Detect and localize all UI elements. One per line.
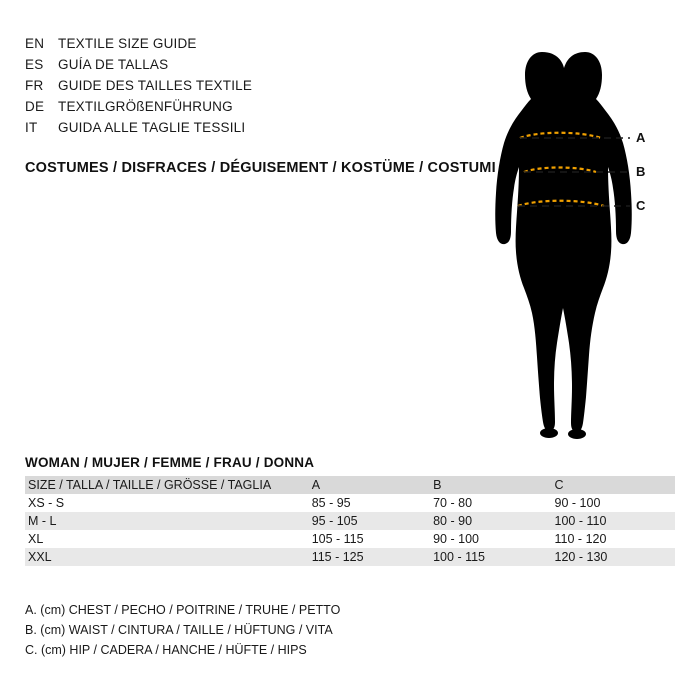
cell-b: 70 - 80 <box>433 496 473 510</box>
cell-size: M - L <box>28 514 57 528</box>
cell-c: 100 - 110 <box>554 514 607 528</box>
language-code-es: ES <box>25 57 44 72</box>
cell-b: 80 - 90 <box>433 514 473 528</box>
cell-c: 110 - 120 <box>554 532 607 546</box>
cell-size: XL <box>28 532 44 546</box>
note-chest: A. (cm) CHEST / PECHO / POITRINE / TRUHE / PETTO <box>25 603 341 617</box>
language-text-es: GUÍA DE TALLAS <box>58 57 169 72</box>
cell-a: 115 - 125 <box>311 550 364 564</box>
measurement-notes <box>25 600 340 660</box>
size-table-section <box>25 455 675 566</box>
language-row-fr <box>25 78 465 99</box>
size-table <box>25 476 675 566</box>
language-code-en: EN <box>25 36 45 51</box>
female-silhouette-figure <box>470 30 670 440</box>
silhouette-icon <box>470 30 670 440</box>
language-row-de <box>25 99 465 120</box>
measure-label-c: C <box>636 198 646 213</box>
cell-a: 95 - 105 <box>311 514 358 528</box>
table-group-title: WOMAN / MUJER / FEMME / FRAU / DONNA <box>25 455 315 470</box>
language-row-es <box>25 57 465 78</box>
column-header-b: B <box>433 478 442 492</box>
language-text-fr: GUIDE DES TAILLES TEXTILE <box>58 78 253 93</box>
measure-label-a: A <box>636 130 646 145</box>
cell-b: 100 - 115 <box>433 550 486 564</box>
cell-size: XS - S <box>28 496 65 510</box>
language-code-it: IT <box>25 120 38 135</box>
cell-c: 90 - 100 <box>554 496 601 510</box>
cell-c: 120 - 130 <box>554 550 608 564</box>
cell-a: 85 - 95 <box>311 496 351 510</box>
table-row <box>25 494 675 512</box>
language-text-en: TEXTILE SIZE GUIDE <box>58 36 197 51</box>
table-header-row <box>25 476 675 494</box>
table-row <box>25 530 675 548</box>
measure-label-b: B <box>636 164 646 179</box>
language-code-de: DE <box>25 99 45 114</box>
cell-size: XXL <box>28 550 52 564</box>
table-row <box>25 512 675 530</box>
cell-b: 90 - 100 <box>433 532 479 546</box>
category-line: COSTUMES / DISFRACES / DÉGUISEMENT / KOSTÜME / COSTUMI <box>25 160 496 176</box>
language-text-de: TEXTILGRÖßENFÜHRUNG <box>58 99 233 114</box>
language-text-it: GUIDA ALLE TAGLIE TESSILI <box>58 120 246 135</box>
column-header-c: C <box>554 478 564 492</box>
note-hip: C. (cm) HIP / CADERA / HANCHE / HÜFTE / HIPS <box>25 643 307 657</box>
column-header-size: SIZE / TALLA / TAILLE / GRÖSSE / TAGLIA <box>28 478 272 492</box>
note-waist: B. (cm) WAIST / CINTURA / TAILLE / HÜFTUNG / VITA <box>25 623 333 637</box>
cell-a: 105 - 115 <box>311 532 364 546</box>
language-list <box>25 36 465 141</box>
language-code-fr: FR <box>25 78 44 93</box>
language-row-en <box>25 36 465 57</box>
table-row <box>25 548 675 566</box>
language-row-it <box>25 120 465 141</box>
column-header-a: A <box>311 478 321 492</box>
